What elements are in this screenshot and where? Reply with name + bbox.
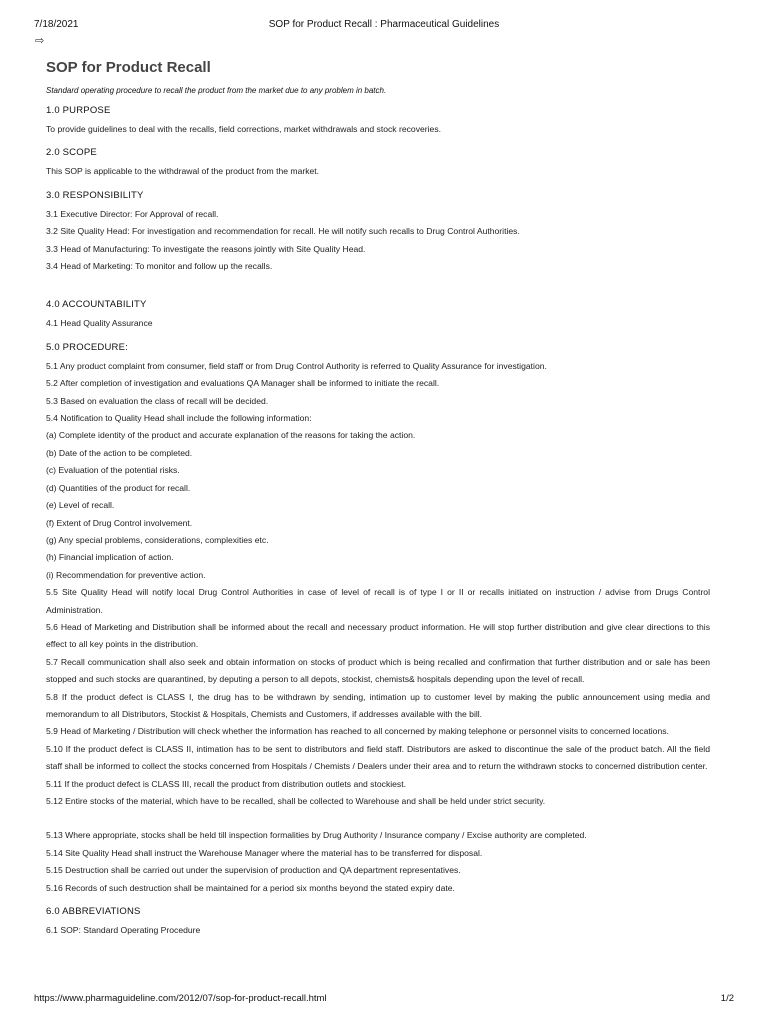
document-body	[46, 58, 710, 939]
list-item: 5.8 If the product defect is CLASS I, the drug has to be withdrawn by sending, intimation up to customer level by making the public announcement using media and memorandum to all Distributors, Stockist & Hospitals, Chemists and Customers, if addresses available with the bill.	[46, 691, 710, 719]
list-item: (b) Date of the action to be completed.	[46, 447, 193, 458]
list-item: 3.1 Executive Director: For Approval of recall.	[46, 208, 219, 219]
list-item: (g) Any special problems, considerations, complexities etc.	[46, 534, 269, 545]
list-item: 5.13 Where appropriate, stocks shall be held till inspection formalities by Drug Authority / Insurance company / Excise authority are completed.	[46, 830, 587, 841]
list-item: 6.1 SOP: Standard Operating Procedure	[46, 925, 201, 936]
section-heading-abbreviations: 6.0 ABBREVIATIONS	[46, 906, 141, 918]
footer-url: https://www.pharmaguideline.com/2012/07/sop-for-product-recall.html	[34, 993, 327, 1004]
list-item: 5.12 Entire stocks of the material, which have to be recalled, shall be collected to Warehouse and shall be held under strict security.	[46, 796, 546, 806]
print-header-title: SOP for Product Recall : Pharmaceutical Guidelines	[268, 19, 500, 30]
page-subtitle: Standard operating procedure to recall the product from the market due to any problem in batch.	[46, 86, 387, 95]
list-item: (h) Financial implication of action.	[46, 552, 174, 563]
section-heading-responsibility: 3.0 RESPONSIBILITY	[46, 189, 144, 201]
list-item: 5.3 Based on evaluation the class of recall will be decided.	[46, 395, 269, 406]
print-date: 7/18/2021	[34, 19, 79, 30]
page-title: SOP for Product Recall	[46, 59, 211, 76]
list-item: 5.5 Site Quality Head will notify local Drug Control Authorities in case of level of recall is of type I or II or recalls initiated on instruction / advise from Drugs Control Administration.	[46, 587, 710, 615]
list-item: 5.15 Destruction shall be carried out under the supervision of production and QA department representatives.	[46, 865, 461, 876]
list-item: 3.3 Head of Manufacturing: To investigate the reasons jointly with Site Quality Head.	[46, 243, 366, 254]
list-item: 3.4 Head of Marketing: To monitor and follow up the recalls.	[46, 261, 273, 272]
list-item: 4.1 Head Quality Assurance	[46, 318, 153, 329]
list-item: (a) Complete identity of the product and accurate explanation of the reasons for taking the action.	[46, 430, 416, 441]
list-item: (c) Evaluation of the potential risks.	[46, 465, 180, 476]
list-item: 5.2 After completion of investigation and evaluations QA Manager shall be informed to initiate the recall.	[46, 378, 440, 389]
list-item: 5.4 Notification to Quality Head shall include the following information:	[46, 413, 312, 424]
list-item: 5.14 Site Quality Head shall instruct the Warehouse Manager where the material has to be transferred for disposal.	[46, 847, 483, 858]
list-item: (i) Recommendation for preventive action.	[46, 569, 206, 580]
list-item: (d) Quantities of the product for recall.	[46, 482, 191, 493]
list-item: 5.16 Records of such destruction shall be maintained for a period six months beyond the stated expiry date.	[46, 882, 455, 893]
list-item: 5.6 Head of Marketing and Distribution shall be informed about the recall and necessary product information. He will stop further distribution and give clear directions to this effect to all key points in the distribution.	[46, 621, 710, 650]
purpose-text: To provide guidelines to deal with the recalls, field corrections, market withdrawals and stock recoveries.	[46, 124, 442, 134]
section-heading-scope: 2.0 SCOPE	[46, 147, 97, 159]
list-item: 5.10 If the product defect is CLASS II, intimation has to be sent to distributors and field staff. Distributors are asked to discontinue the sale of the product batch. All the field staff shall be informed to collect the stocks concerned from Hospitals / Chemists / Dealers under their area and to return the withdrawn stocks to concerned distribution center.	[46, 743, 710, 772]
section-heading-accountability: 4.0 ACCOUNTABILITY	[46, 299, 147, 311]
list-item: 5.9 Head of Marketing / Distribution will check whether the information has reached to all concerned by making telephone or personnel visits to concerned locations.	[46, 726, 669, 737]
section-heading-procedure: 5.0 PROCEDURE:	[46, 341, 128, 353]
list-item: 5.11 If the product defect is CLASS III, recall the product from distribution outlets and stockiest.	[46, 778, 407, 789]
page-number: 1/2	[720, 993, 734, 1004]
list-item: (f) Extent of Drug Control involvement.	[46, 517, 193, 528]
list-item: 5.1 Any product complaint from consumer, field staff or from Drug Control Authority is referred to Quality Assurance for investigation.	[46, 360, 547, 371]
arrow-right-icon[interactable]: ⇨	[35, 35, 45, 47]
list-item: 3.2 Site Quality Head: For investigation and recommendation for recall. He will notify such recalls to Drug Control Authorities.	[46, 226, 520, 237]
list-item: (e) Level of recall.	[46, 500, 115, 511]
scope-text: This SOP is applicable to the withdrawal of the product from the market.	[46, 166, 320, 177]
section-heading-purpose: 1.0 PURPOSE	[46, 105, 111, 116]
list-item: 5.7 Recall communication shall also seek and obtain information on stocks of product which is being recalled and confirmation that further distribution and or sale has been stopped and such stocks are quarantined, by deputing a person to all depots, stockist, chemists& hospitals depending upon the level of recall.	[46, 656, 710, 685]
